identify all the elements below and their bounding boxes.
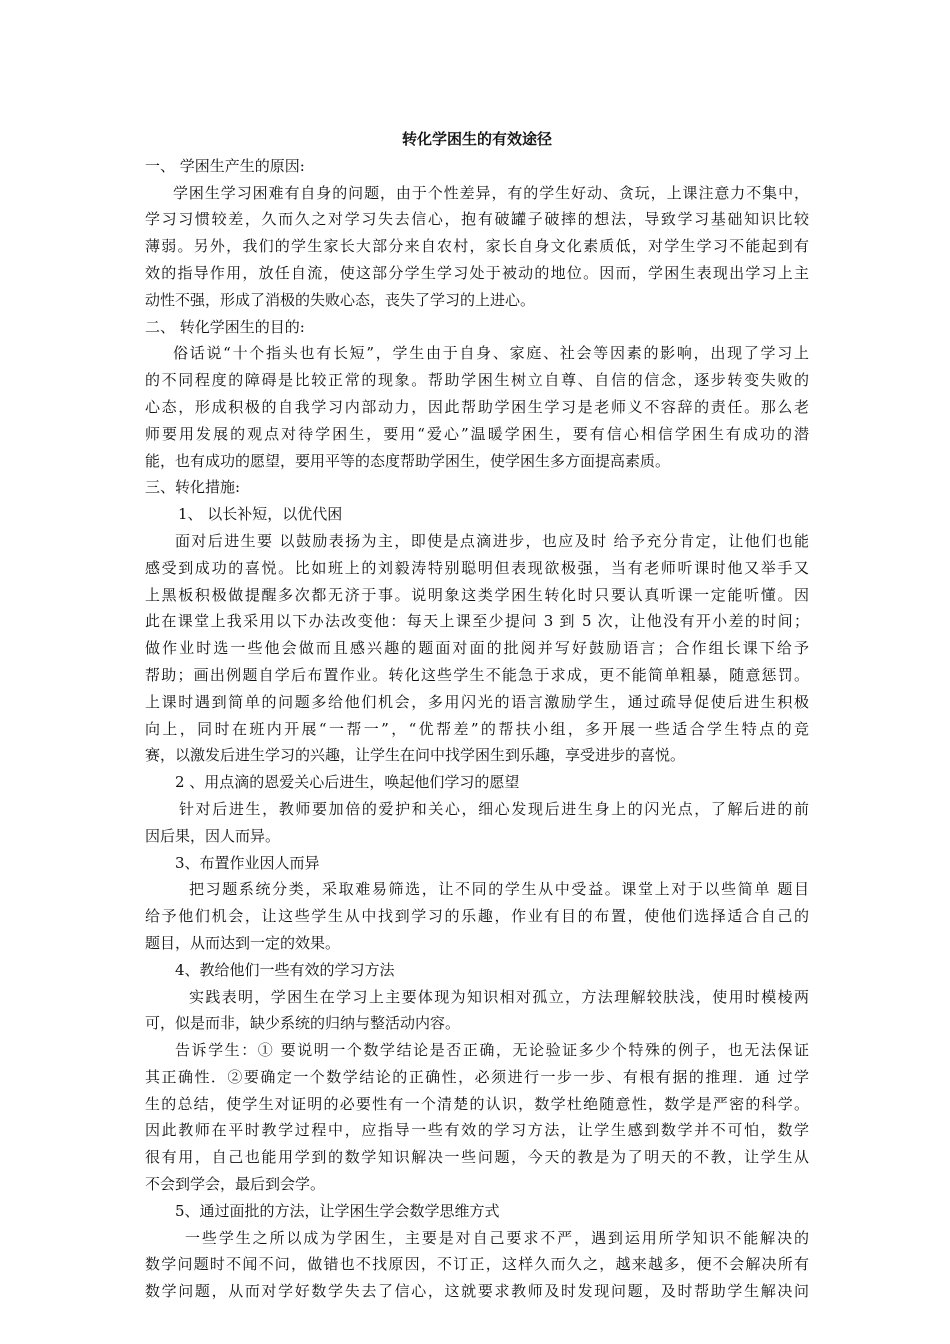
text-line: 3、布置作业因人而异: [175, 853, 320, 872]
text-line: 动性不强，形成了消极的失败心态，丧失了学习的上进心。: [145, 290, 536, 309]
text-line: 一、 学困生产生的原因:: [145, 156, 305, 175]
text-line: 很有用，自己也能用学到的数学知识解决一些问题，今天的教是为了明天的不教，让学生从: [145, 1148, 809, 1167]
text-line: 效的指导作用，放任自流，使这部分学生学习处于被动的地位。因而，学困生表现出学习上主: [145, 263, 809, 282]
text-line: 因此教师在平时教学过程中，应指导一些有效的学习方法，让学生感到数学并不可怕，数学: [145, 1121, 809, 1140]
text-line: 实践表明，学困生在学习上主要体现为知识相对孤立，方法理解较肤浅，使用时模棱两: [189, 987, 809, 1006]
text-line: 1、 以长补短，以优代困: [178, 505, 343, 524]
text-line: 俗话说“十个指头也有长短”，学生由于自身、家庭、社会等因素的影响，出现了学习上: [173, 344, 809, 363]
text-line: 生的总结，使学生对证明的必要性有一个清楚的认识，数学杜绝随意性，数学是严密的科学。: [145, 1094, 809, 1113]
text-line: 师要用发展的观点对待学困生，要用“爱心”温暖学困生，要有信心相信学困生有成功的潜: [145, 424, 809, 443]
text-line: 因后果，因人而异。: [145, 826, 281, 845]
text-line: 此在课堂上我采用以下办法改变他：每天上课至少提问 3 到 5 次，让他没有开小差的时间；: [145, 612, 809, 631]
text-line: 一些学生之所以成为学困生，主要是对自己要求不严，遇到运用所学知识不能解决的: [185, 1228, 809, 1247]
document-title: 转化学困生的有效途径: [401, 130, 552, 148]
text-line: 题目，从而达到一定的效果。: [145, 933, 341, 952]
text-line: 针对后进生，教师要加倍的爱护和关心，细心发现后进生身上的闪光点，了解后进的前: [179, 799, 809, 818]
text-line: 4、教给他们一些有效的学习方法: [175, 960, 395, 979]
text-line: 做作业时选一些他会做而且感兴趣的题面对面的批阅并写好鼓励语言；合作组长课下给予: [145, 639, 809, 658]
text-line: 能，也有成功的愿望，要用平等的态度帮助学困生，使学困生多方面提高素质。: [145, 451, 671, 470]
text-line: 上黑板积极做提醒多次都无济于事。说明象这类学困生转化时只要认真听课一定能听懂。因: [145, 585, 809, 604]
text-line: 可，似是而非，缺少系统的归纳与整活动内容。: [145, 1014, 461, 1033]
text-line: 其正确性．②要确定一个数学结论的正确性，必须进行一步一步、有根有据的推理．通 过学: [145, 1067, 809, 1086]
text-line: 上课时遇到简单的问题多给他们机会，多用闪光的语言激励学生，通过疏导促使后进生积极: [145, 692, 809, 711]
text-line: 告诉学生：① 要说明一个数学结论是否正确，无论验证多少个特殊的例子，也无法保证: [175, 1041, 809, 1060]
text-line: 5、通过面批的方法，让学困生学会数学思维方式: [175, 1201, 500, 1220]
text-line: 学困生学习困难有自身的问题，由于个性差异，有的学生好动、贪玩，上课注意力不集中，: [173, 183, 809, 202]
text-line: 赛，以激发后进生学习的兴趣，让学生在问中找学困生到乐趣，享受进步的喜悦。: [145, 746, 686, 765]
text-line: 面对后进生要 以鼓励表扬为主，即使是点滴进步，也应及时 给予充分肯定，让他们也能: [175, 531, 809, 550]
text-line: 给予他们机会，让这些学生从中找到学习的乐趣，作业有目的布置，使他们选择适合自己的: [145, 907, 809, 926]
text-line: 帮助；画出例题自学后布置作业。转化这些学生不能急于求成，更不能简单粗暴，随意惩罚。: [145, 665, 809, 684]
text-line: 心态，形成积极的自我学习内部动力，因此帮助学困生学习是老师义不容辞的责任。那么老: [145, 397, 809, 416]
text-line: 感受到成功的喜悦。比如班上的刘毅涛特别聪明但表现欲极强，当有老师听课时他又举手又: [145, 558, 809, 577]
text-line: 学习习惯较差，久而久之对学习失去信心，抱有破罐子破摔的想法，导致学习基础知识比较: [145, 210, 809, 229]
text-line: 2 、用点滴的恩爱关心后进生，唤起他们学习的愿望: [175, 773, 520, 792]
document-body: [145, 126, 809, 1305]
document-paragraphs: [145, 153, 809, 1305]
text-line: 向上，同时在班内开展“一帮一”，“优帮差”的帮扶小组，多开展一些适合学生特点的竞: [145, 719, 809, 738]
text-line: 数学问题时不闻不问，做错也不找原因，不订正，这样久而久之，越来越多，便不会解决所有: [145, 1255, 809, 1274]
text-line: 薄弱。另外，我们的学生家长大部分来自农村，家长自身文化素质低，对学生学习不能起到有: [145, 237, 809, 256]
text-line: 不会到学会，最后到会学。: [145, 1175, 326, 1194]
text-line: 数学问题，从而对学好数学失去了信心，这就要求教师及时发现问题，及时帮助学生解决问: [145, 1282, 809, 1301]
text-line: 二、 转化学困生的目的:: [145, 317, 305, 336]
text-line: 的不同程度的障碍是比较正常的现象。帮助学困生树立自尊、自信的信念，逐步转变失败的: [145, 371, 809, 390]
text-line: 三、转化措施:: [145, 478, 241, 497]
text-line: 把习题系统分类，采取难易筛选，让不同的学生从中受益。课堂上对于以些简单 题目: [189, 880, 809, 899]
